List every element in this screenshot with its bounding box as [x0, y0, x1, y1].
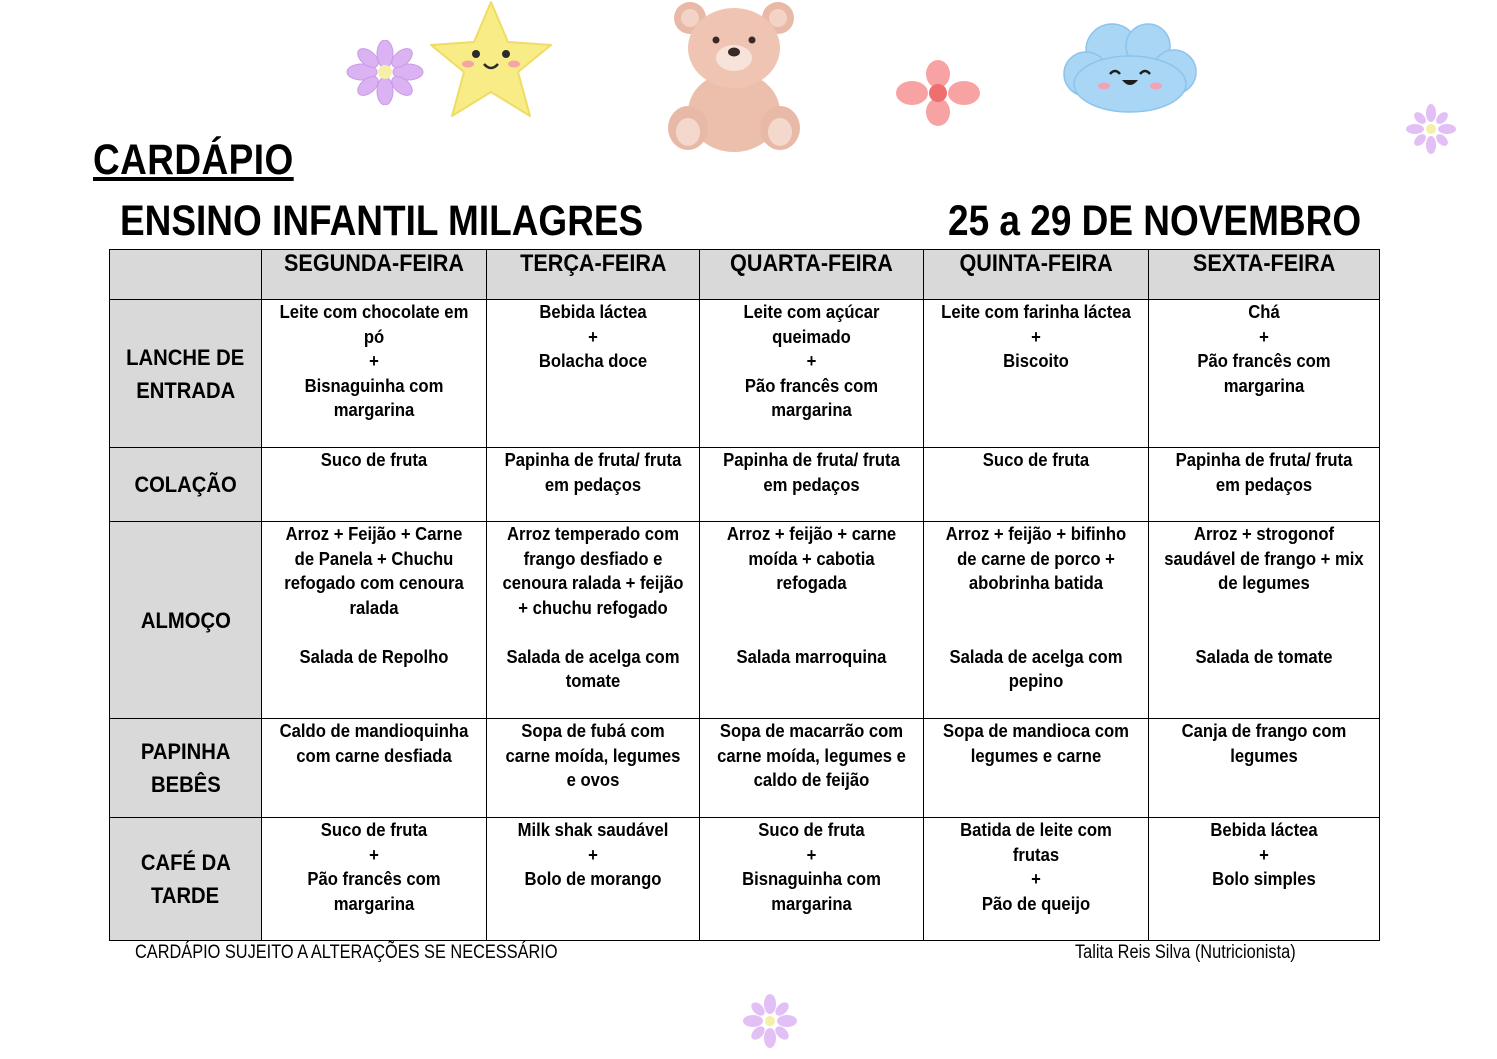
menu-item-line: + chuchu refogado [518, 596, 668, 618]
menu-item-line: + [1259, 325, 1269, 347]
menu-item-line [1164, 620, 1364, 645]
menu-item-line: Salada de acelga com [506, 645, 680, 667]
menu-cell [924, 719, 1149, 818]
menu-cell [487, 448, 700, 522]
menu-item-line: + [806, 350, 817, 371]
menu-item-line: refogado com cenoura [284, 572, 464, 593]
menu-cell [262, 818, 487, 941]
menu-item-line: Bebida láctea [1210, 819, 1318, 840]
menu-cell [487, 300, 700, 448]
menu-item-line: Chá [1248, 301, 1280, 322]
menu-item-line: de Panela + Chuchu [294, 547, 454, 569]
menu-item-line: Papinha de fruta/ fruta [504, 449, 682, 470]
menu-item-line [715, 620, 909, 645]
menu-item-line: refogada [776, 572, 847, 593]
menu-item-line: Suco de fruta [758, 819, 865, 840]
menu-cell [1149, 818, 1380, 941]
menu-item-line: Pão francês com [307, 868, 441, 889]
page-title: CARDÁPIO [93, 136, 294, 184]
menu-cell [700, 448, 924, 522]
menu-item-line: margarina [1223, 374, 1305, 396]
menu-cell [700, 522, 924, 719]
menu-item-line: Bisnaguinha com [742, 868, 881, 889]
flower-lilac-bottom-icon [743, 994, 797, 1048]
menu-item-line [715, 596, 909, 621]
week-dates: 25 a 29 DE NOVEMBRO [948, 197, 1362, 245]
corner-cell [110, 250, 262, 300]
menu-item-line: frango desfiado e [523, 547, 663, 569]
menu-item-line: Biscoito [1003, 350, 1069, 371]
menu-item-line: legumes [1230, 744, 1298, 766]
meal-label: PAPINHA BEBÊS [110, 719, 262, 818]
menu-item-line: Arroz + feijão + carne [726, 523, 897, 544]
menu-item-line: Milk shak saudável [517, 819, 669, 840]
menu-item-line: de legumes [1218, 572, 1310, 593]
smiling-star-icon [428, 0, 554, 122]
menu-cell [262, 448, 487, 522]
menu-item-line: margarina [333, 399, 415, 420]
menu-item-line: Leite com chocolate em [279, 301, 469, 322]
menu-item-line: Bisnaguinha com [304, 374, 444, 396]
menu-item-line [939, 596, 1133, 621]
menu-item-line: com carne desfiada [296, 744, 452, 766]
menu-item-line: Bolacha doce [538, 350, 648, 371]
menu-cell [924, 522, 1149, 719]
menu-cell [924, 818, 1149, 941]
menu-cell [924, 300, 1149, 448]
menu-item-line: Bebida láctea [539, 301, 647, 322]
menu-item-line: Arroz temperado com [506, 523, 680, 544]
menu-item-line: Sopa de fubá com [521, 720, 665, 741]
menu-item-line: + [1031, 325, 1041, 347]
day-header: SEXTA-FEIRA [1149, 250, 1380, 300]
menu-item-line: queimado [772, 325, 851, 347]
menu-item-line: Papinha de fruta/ fruta [1175, 449, 1353, 470]
menu-item-line: Arroz + strogonof [1193, 523, 1335, 544]
menu-item-line: cenoura ralada + feijão [502, 572, 684, 593]
menu-item-line: de carne de porco + [957, 547, 1115, 569]
smiling-cloud-icon [1060, 14, 1200, 124]
menu-item-line: em pedaços [544, 473, 642, 495]
meal-row [110, 522, 1380, 719]
menu-table [109, 249, 1380, 941]
menu-cell [262, 522, 487, 719]
menu-item-line: pepino [1008, 670, 1064, 691]
menu-item-line: + [588, 325, 598, 347]
menu-item-line: + [588, 843, 598, 865]
school-name: ENSINO INFANTIL MILAGRES [120, 197, 644, 245]
meal-row [110, 448, 1380, 522]
menu-item-line [501, 620, 685, 645]
menu-item-line: Pão francês com [744, 374, 879, 396]
menu-cell [924, 448, 1149, 522]
menu-cell [1149, 522, 1380, 719]
menu-item-line: + [1031, 868, 1041, 889]
meal-label: CAFÉ DA TARDE [110, 818, 262, 941]
menu-item-line: ralada [349, 596, 399, 618]
flower-lilac-small-icon [1406, 104, 1456, 154]
menu-item-line: + [806, 843, 817, 865]
menu-item-line: Salada de tomate [1195, 645, 1333, 667]
footer-note: CARDÁPIO SUJEITO A ALTERAÇÕES SE NECESSÁRIO [135, 942, 558, 963]
menu-item-line: Suco de fruta [982, 449, 1090, 470]
menu-item-line: Arroz + feijão + bifinho [945, 523, 1127, 544]
meal-row [110, 300, 1380, 448]
menu-cell [700, 300, 924, 448]
menu-item-line: em pedaços [1215, 473, 1313, 495]
menu-item-line: carne moída, legumes [505, 744, 681, 766]
menu-item-line: Papinha de fruta/ fruta [723, 449, 900, 470]
menu-body [110, 300, 1380, 941]
menu-item-line: pó [363, 325, 385, 347]
menu-item-line: Suco de fruta [320, 449, 428, 470]
menu-item-line: caldo de feijão [753, 769, 870, 790]
menu-item-line: carne moída, legumes e [717, 744, 906, 766]
menu-item-line: Bolo simples [1212, 868, 1316, 889]
meal-row [110, 818, 1380, 941]
menu-item-line: Arroz + Feijão + Carne [285, 523, 463, 544]
menu-cell [700, 719, 924, 818]
meal-row [110, 719, 1380, 818]
menu-item-line: Suco de fruta [320, 819, 428, 840]
day-header: QUARTA-FEIRA [700, 250, 924, 300]
menu-item-line: Batida de leite com [960, 819, 1112, 840]
menu-cell [262, 300, 487, 448]
menu-item-line: tomate [565, 670, 621, 691]
menu-item-line: margarina [333, 892, 415, 914]
meal-label: ALMOÇO [110, 522, 262, 719]
menu-cell [487, 522, 700, 719]
menu-item-line: Leite com farinha láctea [941, 301, 1131, 322]
nutritionist-signature: Talita Reis Silva (Nutricionista) [1075, 942, 1296, 963]
menu-item-line [277, 620, 471, 645]
menu-item-line: + [369, 350, 379, 371]
menu-item-line: moída + cabotia [748, 547, 875, 569]
menu-item-line: Salada de Repolho [299, 645, 449, 667]
menu-cell [1149, 719, 1380, 818]
menu-item-line: margarina [771, 399, 852, 420]
menu-item-line: e ovos [566, 769, 620, 790]
flower-pink-icon [896, 60, 980, 126]
day-header: QUINTA-FEIRA [924, 250, 1149, 300]
menu-item-line: Caldo de mandioquinha [279, 720, 469, 741]
menu-cell [487, 818, 700, 941]
menu-cell [1149, 448, 1380, 522]
menu-cell [1149, 300, 1380, 448]
menu-item-line: Pão de queijo [981, 892, 1091, 914]
menu-cell [487, 719, 700, 818]
day-header-row [110, 250, 1380, 300]
menu-item-line: abobrinha batida [968, 572, 1104, 593]
teddy-bear-icon [666, 0, 802, 155]
menu-item-line: Sopa de mandioca com [943, 720, 1129, 741]
meal-label: LANCHE DE ENTRADA [110, 300, 262, 448]
menu-item-line: frutas [1012, 843, 1060, 865]
menu-item-line: + [369, 843, 379, 865]
menu-cell [262, 719, 487, 818]
menu-item-line: saudável de frango + mix [1164, 547, 1364, 569]
menu-item-line: margarina [771, 892, 852, 914]
menu-item-line: + [1259, 843, 1269, 865]
menu-item-line: Bolo de morango [524, 868, 662, 889]
menu-item-line [1164, 596, 1364, 621]
menu-item-line: Leite com açúcar [743, 301, 880, 322]
meal-label: COLAÇÃO [110, 448, 262, 522]
flower-lilac-icon [340, 40, 430, 105]
menu-item-line: Canja de frango com [1181, 720, 1347, 741]
menu-item-line: Salada marroquina [736, 645, 887, 667]
menu-item-line: em pedaços [763, 473, 860, 495]
menu-item-line: Pão francês com [1197, 350, 1331, 371]
day-header: SEGUNDA-FEIRA [262, 250, 487, 300]
menu-item-line: legumes e carne [970, 744, 1102, 766]
menu-cell [700, 818, 924, 941]
day-header: TERÇA-FEIRA [487, 250, 700, 300]
menu-item-line: Sopa de macarrão com [719, 720, 904, 741]
menu-item-line [939, 620, 1133, 645]
menu-item-line: Salada de acelga com [949, 645, 1123, 667]
